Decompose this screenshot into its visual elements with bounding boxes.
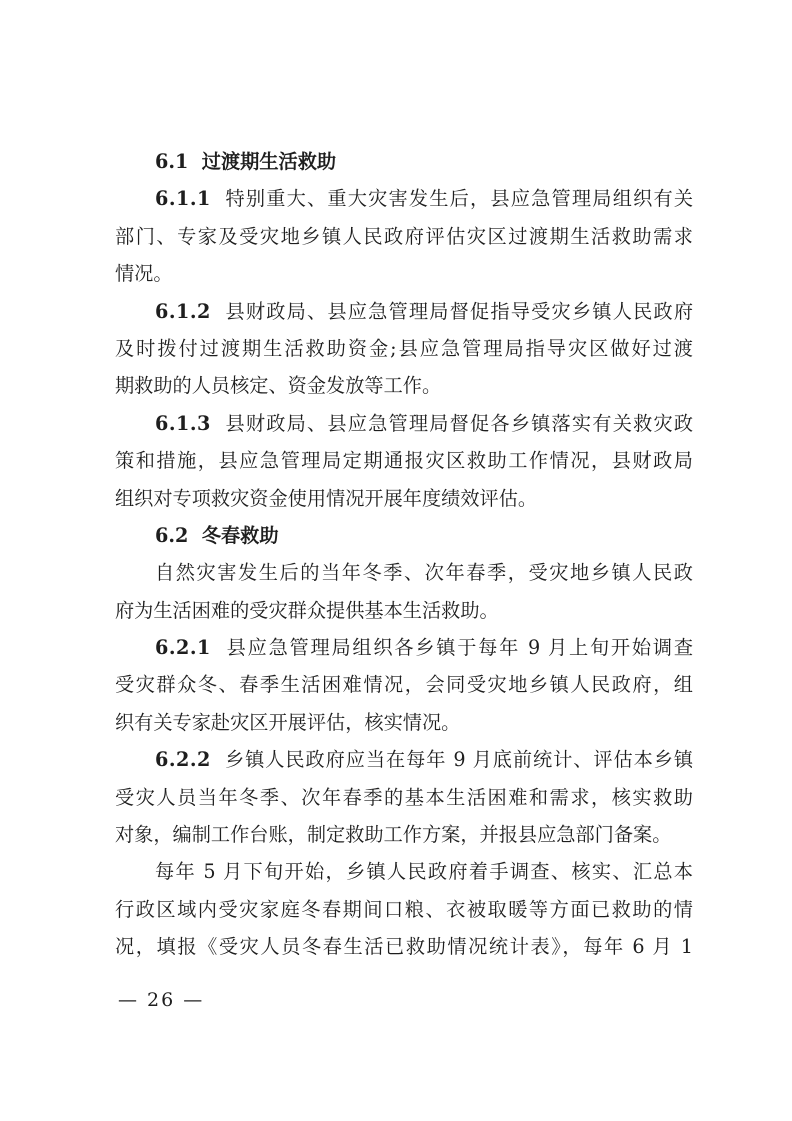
paragraph-6-1-1-line-1 [115, 180, 693, 217]
clause-number: 6.1.2 [155, 299, 211, 323]
paragraph-6-2-1-line-2: 受灾群众冬、春季生活困难情况，会同受灾地乡镇人民政府，组 [115, 673, 693, 697]
clause-number: 6.2.2 [155, 748, 211, 772]
paragraph-may-line-3: 况，填报《受灾人员冬春生活已救助情况统计表》，每年 6 月 1 [115, 935, 693, 959]
section-title: 冬春救助 [201, 523, 279, 547]
paragraph-text: 县财政局、县应急管理局督促各乡镇落实有关救灾政 [225, 411, 693, 435]
paragraph-text: 乡镇人民政府应当在每年 9 月底前统计、评估本乡镇 [225, 748, 693, 772]
document-body [115, 143, 693, 966]
paragraph-6-1-2-line-3: 期救助的人员核定、资金发放等工作。 [115, 374, 442, 398]
section-heading-6-1 [115, 143, 693, 180]
section-number: 6.1 [155, 150, 189, 173]
paragraph-6-1-2-line-1 [115, 293, 693, 330]
paragraph-6-1-2-line-2: 及时拨付过渡期生活救助资金;县应急管理局指导灾区做好过渡 [115, 336, 693, 360]
paragraph-6-1-3-line-1 [115, 405, 693, 442]
section-heading-6-2 [115, 517, 693, 554]
paragraph-text: 特别重大、重大灾害发生后，县应急管理局组织有关 [225, 187, 693, 211]
paragraph-6-1-3-line-3: 组织对专项救灾资金使用情况开展年度绩效评估。 [115, 486, 538, 510]
paragraph-6-2-2-line-1 [115, 741, 693, 778]
paragraph-6-2-line-2: 府为生活困难的受灾群众提供基本生活救助。 [115, 598, 499, 622]
paragraph-6-2-1-line-3: 织有关专家赴灾区开展评估，核实情况。 [115, 710, 461, 734]
paragraph-6-1-1-line-2: 部门、专家及受灾地乡镇人民政府评估灾区过渡期生活救助需求 [115, 224, 693, 248]
paragraph-6-2-line-1: 自然灾害发生后的当年冬季、次年春季，受灾地乡镇人民政 [155, 561, 693, 585]
paragraph-6-2-1-line-1 [115, 629, 693, 666]
paragraph-may-line-1: 每年 5 月下旬开始，乡镇人民政府着手调查、核实、汇总本 [155, 860, 693, 884]
page-number: — 26 — [118, 989, 205, 1011]
clause-number: 6.2.1 [155, 636, 211, 660]
paragraph-may-line-2: 行政区域内受灾家庭冬春期间口粮、衣被取暖等方面已救助的情 [115, 897, 693, 921]
clause-number: 6.1.1 [155, 187, 211, 211]
section-title: 过渡期生活救助 [201, 150, 337, 173]
paragraph-6-2-2-line-2: 受灾人员当年冬季、次年春季的基本生活困难和需求，核实救助 [115, 785, 693, 809]
section-number: 6.2 [155, 523, 189, 547]
paragraph-text: 县财政局、县应急管理局督促指导受灾乡镇人民政府 [225, 299, 693, 323]
paragraph-text: 县应急管理局组织各乡镇于每年 9 月上旬开始调查 [226, 636, 693, 660]
paragraph-6-1-3-line-2: 策和措施，县应急管理局定期通报灾区救助工作情况，县财政局 [115, 449, 693, 473]
paragraph-6-2-2-line-3: 对象，编制工作台账，制定救助工作方案，并报县应急部门备案。 [115, 823, 672, 847]
clause-number: 6.1.3 [155, 411, 211, 435]
paragraph-6-1-1-line-3: 情况。 [115, 262, 173, 286]
